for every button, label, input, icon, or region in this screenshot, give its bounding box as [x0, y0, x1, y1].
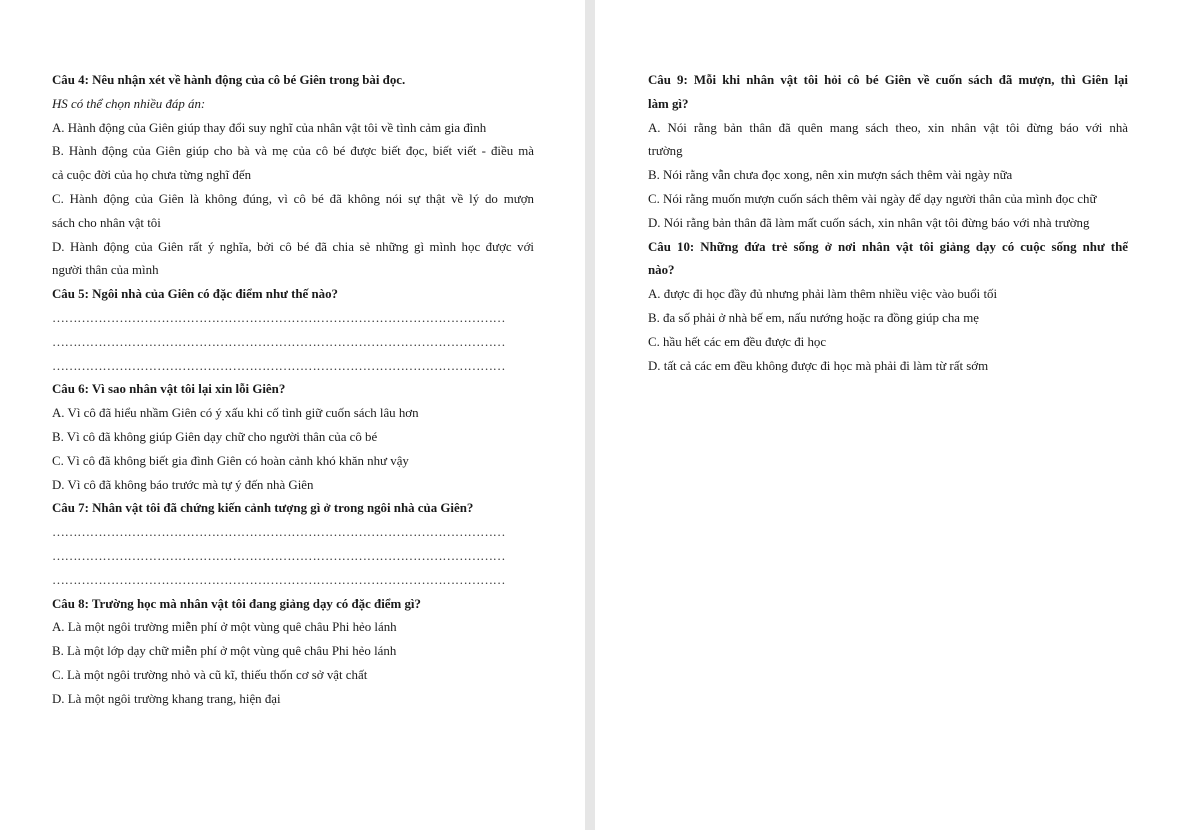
answer-option-line: B. Vì cô đã không giúp Giên dạy chữ cho người thân của cô bé	[52, 429, 378, 444]
answer-option-line: C. Hành động của Giên là không đúng, vì cô bé đã không nói sự thật về lý do mượn	[52, 191, 534, 206]
answer-option-line: cả cuộc đời của họ chưa từng nghĩ đến	[52, 168, 252, 183]
answer-option-line: C. hầu hết các em đều được đi học	[648, 334, 827, 349]
answer-option-line: A. Nói rằng bản thân đã quên mang sách theo, xin nhân vật tôi đừng báo với nhà	[648, 120, 1128, 135]
answer-option-line: D. Hành động của Giên rất ý nghĩa, bởi cô bé đã chia sẻ những gì mình học được với	[52, 239, 534, 254]
answer-option-line: D. Vì cô đã không báo trước mà tự ý đến nhà Giên	[52, 477, 314, 492]
answer-blank-line: ………………………………………………………………………………………………	[52, 310, 506, 325]
question-line: Câu 5: Ngôi nhà của Giên có đặc điểm như thế nào?	[52, 287, 338, 302]
answer-option-line: D. tất cả các em đều không được đi học mà phải đi làm từ rất sớm	[648, 358, 989, 373]
page-content-left	[52, 69, 534, 712]
answer-option-line: C. Là một ngôi trường nhỏ và cũ kĩ, thiếu thốn cơ sở vật chất	[52, 667, 368, 682]
question-line: làm gì?	[648, 96, 689, 111]
answer-option-line: B. Hành động của Giên giúp cho bà và mẹ của cô bé được biết đọc, biết viết - điều mà	[52, 144, 534, 159]
answer-option-line: A. Hành động của Giên giúp thay đổi suy nghĩ của nhân vật tôi về tình cảm gia đình	[52, 120, 487, 135]
question-line: Câu 4: Nêu nhận xét về hành động của cô bé Giên trong bài đọc.	[52, 73, 406, 87]
page-content-right	[648, 69, 1128, 378]
answer-blank-line: ………………………………………………………………………………………………	[52, 548, 506, 563]
answer-blank-line: ………………………………………………………………………………………………	[52, 525, 506, 540]
answer-option-line: D. Là một ngôi trường khang trang, hiện đại	[52, 691, 281, 706]
answer-option-line: D. Nói rằng bản thân đã làm mất cuốn sách, xin nhân vật tôi đừng báo với nhà trường	[648, 215, 1090, 230]
answer-option-line: trường	[648, 144, 683, 159]
answer-option-line: B. Là một lớp dạy chữ miễn phí ở một vùng quê châu Phi hẻo lánh	[52, 644, 397, 659]
answer-option-line: sách cho nhân vật tôi	[52, 215, 161, 230]
answer-blank-line: ………………………………………………………………………………………………	[52, 358, 506, 373]
document-page-left	[0, 0, 585, 830]
question-line: nào?	[648, 263, 675, 278]
answer-blank-line: ………………………………………………………………………………………………	[52, 572, 506, 587]
answer-option-line: C. Nói rằng muốn mượn cuốn sách thêm vài ngày để dạy người thân của mình đọc chữ	[648, 191, 1097, 206]
instruction-line: HS có thể chọn nhiều đáp án:	[52, 96, 206, 111]
question-line: Câu 9: Mỗi khi nhân vật tôi hỏi cô bé Giên về cuốn sách đã mượn, thì Giên lại	[648, 73, 1128, 87]
answer-option-line: C. Vì cô đã không biết gia đình Giên có hoàn cảnh khó khăn như vậy	[52, 453, 409, 468]
answer-option-line: B. Nói rằng vẫn chưa đọc xong, nên xin mượn sách thêm vài ngày nữa	[648, 168, 1013, 183]
question-line: Câu 7: Nhân vật tôi đã chứng kiến cảnh tượng gì ở trong ngôi nhà của Giên?	[52, 501, 474, 516]
answer-blank-line: ………………………………………………………………………………………………	[52, 334, 506, 349]
answer-option-line: A. được đi học đầy đủ nhưng phải làm thêm nhiều việc vào buổi tối	[648, 287, 998, 302]
answer-option-line: A. Vì cô đã hiểu nhầm Giên có ý xấu khi cố tình giữ cuốn sách lâu hơn	[52, 406, 419, 421]
document-page-right	[595, 0, 1181, 830]
answer-option-line: người thân của mình	[52, 263, 159, 278]
answer-option-line: B. đa số phải ở nhà bế em, nấu nướng hoặc ra đồng giúp cha mẹ	[648, 310, 979, 325]
question-line: Câu 10: Những đứa trẻ sống ở nơi nhân vật tôi giảng dạy có cuộc sống như thế	[648, 239, 1128, 254]
answer-option-line: A. Là một ngôi trường miễn phí ở một vùng quê châu Phi hẻo lánh	[52, 620, 397, 635]
question-line: Câu 6: Vì sao nhân vật tôi lại xin lỗi Giên?	[52, 382, 286, 397]
question-line: Câu 8: Trường học mà nhân vật tôi đang giảng dạy có đặc điểm gì?	[52, 596, 421, 611]
